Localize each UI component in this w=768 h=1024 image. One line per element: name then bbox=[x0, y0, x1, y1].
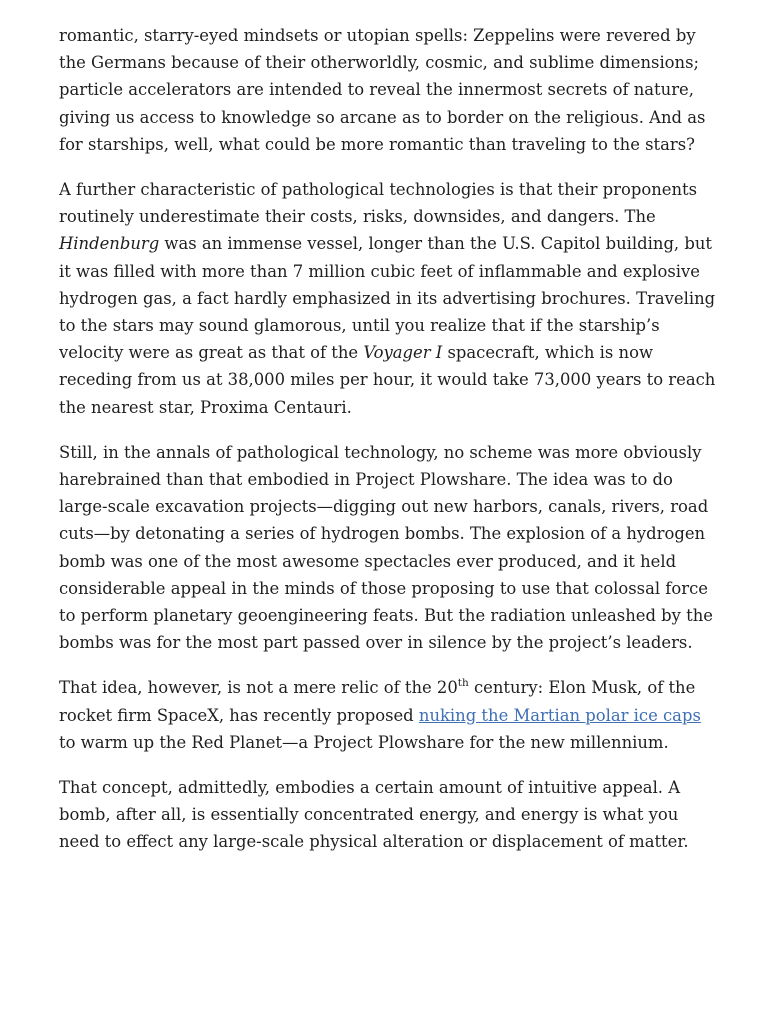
paragraph-intuitive-appeal bbox=[59, 774, 721, 856]
paragraph-text: Still, in the annals of pathological technology, no scheme was more obviously harebrained than that embodied in Project Plowshare. The idea was to do large-scale excavation projects—digging out new harbors, canals, rivers, road cuts—by detonating a series of hydrogen bombs. The explosion of a hydrogen bomb was one of the most awesome spectacles ever produced, and it held considerable appeal in the minds of those proposing to use that colossal force to perform planetary geoengineering feats. But the radiation unleashed by the bombs was for the most part passed over in silence by the project’s leaders. bbox=[59, 442, 713, 653]
paragraph-project-plowshare bbox=[59, 439, 721, 657]
paragraph-text: to warm up the Red Planet—a Project Plowshare for the new millennium. bbox=[59, 732, 669, 752]
paragraph-text: A further characteristic of pathological technologies is that their proponents routinely underestimate their costs, risks, downsides, and dangers. The bbox=[59, 180, 698, 227]
paragraph-elon-musk bbox=[59, 674, 721, 756]
paragraph-text: was an immense vessel, longer than the U.S. Capitol building, but it was filled with more than 7 million cubic feet of inflammable and explosive hydrogen gas, a fact hardly emphasized in its advertising brochures. Traveling to the stars may sound glamorous, until you realize that if the starship’s velocity were as great as that of the bbox=[59, 234, 716, 363]
voyager-title: Voyager I bbox=[363, 343, 443, 363]
paragraph-text: century: Elon Musk, of the rocket firm SpaceX, has recently proposed bbox=[59, 678, 696, 725]
ordinal-superscript: th bbox=[457, 677, 469, 690]
hindenburg-title: Hindenburg bbox=[59, 234, 160, 254]
paragraph-text: That idea, however, is not a mere relic of the 20 bbox=[59, 678, 458, 698]
martian-ice-caps-link[interactable]: nuking the Martian polar ice caps bbox=[418, 705, 701, 725]
article-body bbox=[59, 22, 721, 874]
paragraph-text: romantic, starry-eyed mindsets or utopian spells: Zeppelins were revered by the Germans because of their otherworldly, cosmic, and sublime dimensions; particle accelerators are intended to reveal the innermost secrets of nature, giving us access to knowledge so arcane as to border on the religious. And as for starships, well, what could be more romantic than traveling to the stars? bbox=[59, 26, 706, 154]
paragraph-romantic-mindsets bbox=[59, 22, 721, 158]
paragraph-pathological-costs bbox=[59, 176, 721, 421]
paragraph-text: That concept, admittedly, embodies a certain amount of intuitive appeal. A bomb, after all, is essentially concentrated energy, and energy is what you need to effect any large-scale physical alteration or displacement of matter. bbox=[59, 778, 689, 852]
paragraph-text: spacecraft, which is now receding from us at 38,000 miles per hour, it would take 73,000 years to reach the nearest star, Proxima Centauri. bbox=[59, 343, 716, 417]
